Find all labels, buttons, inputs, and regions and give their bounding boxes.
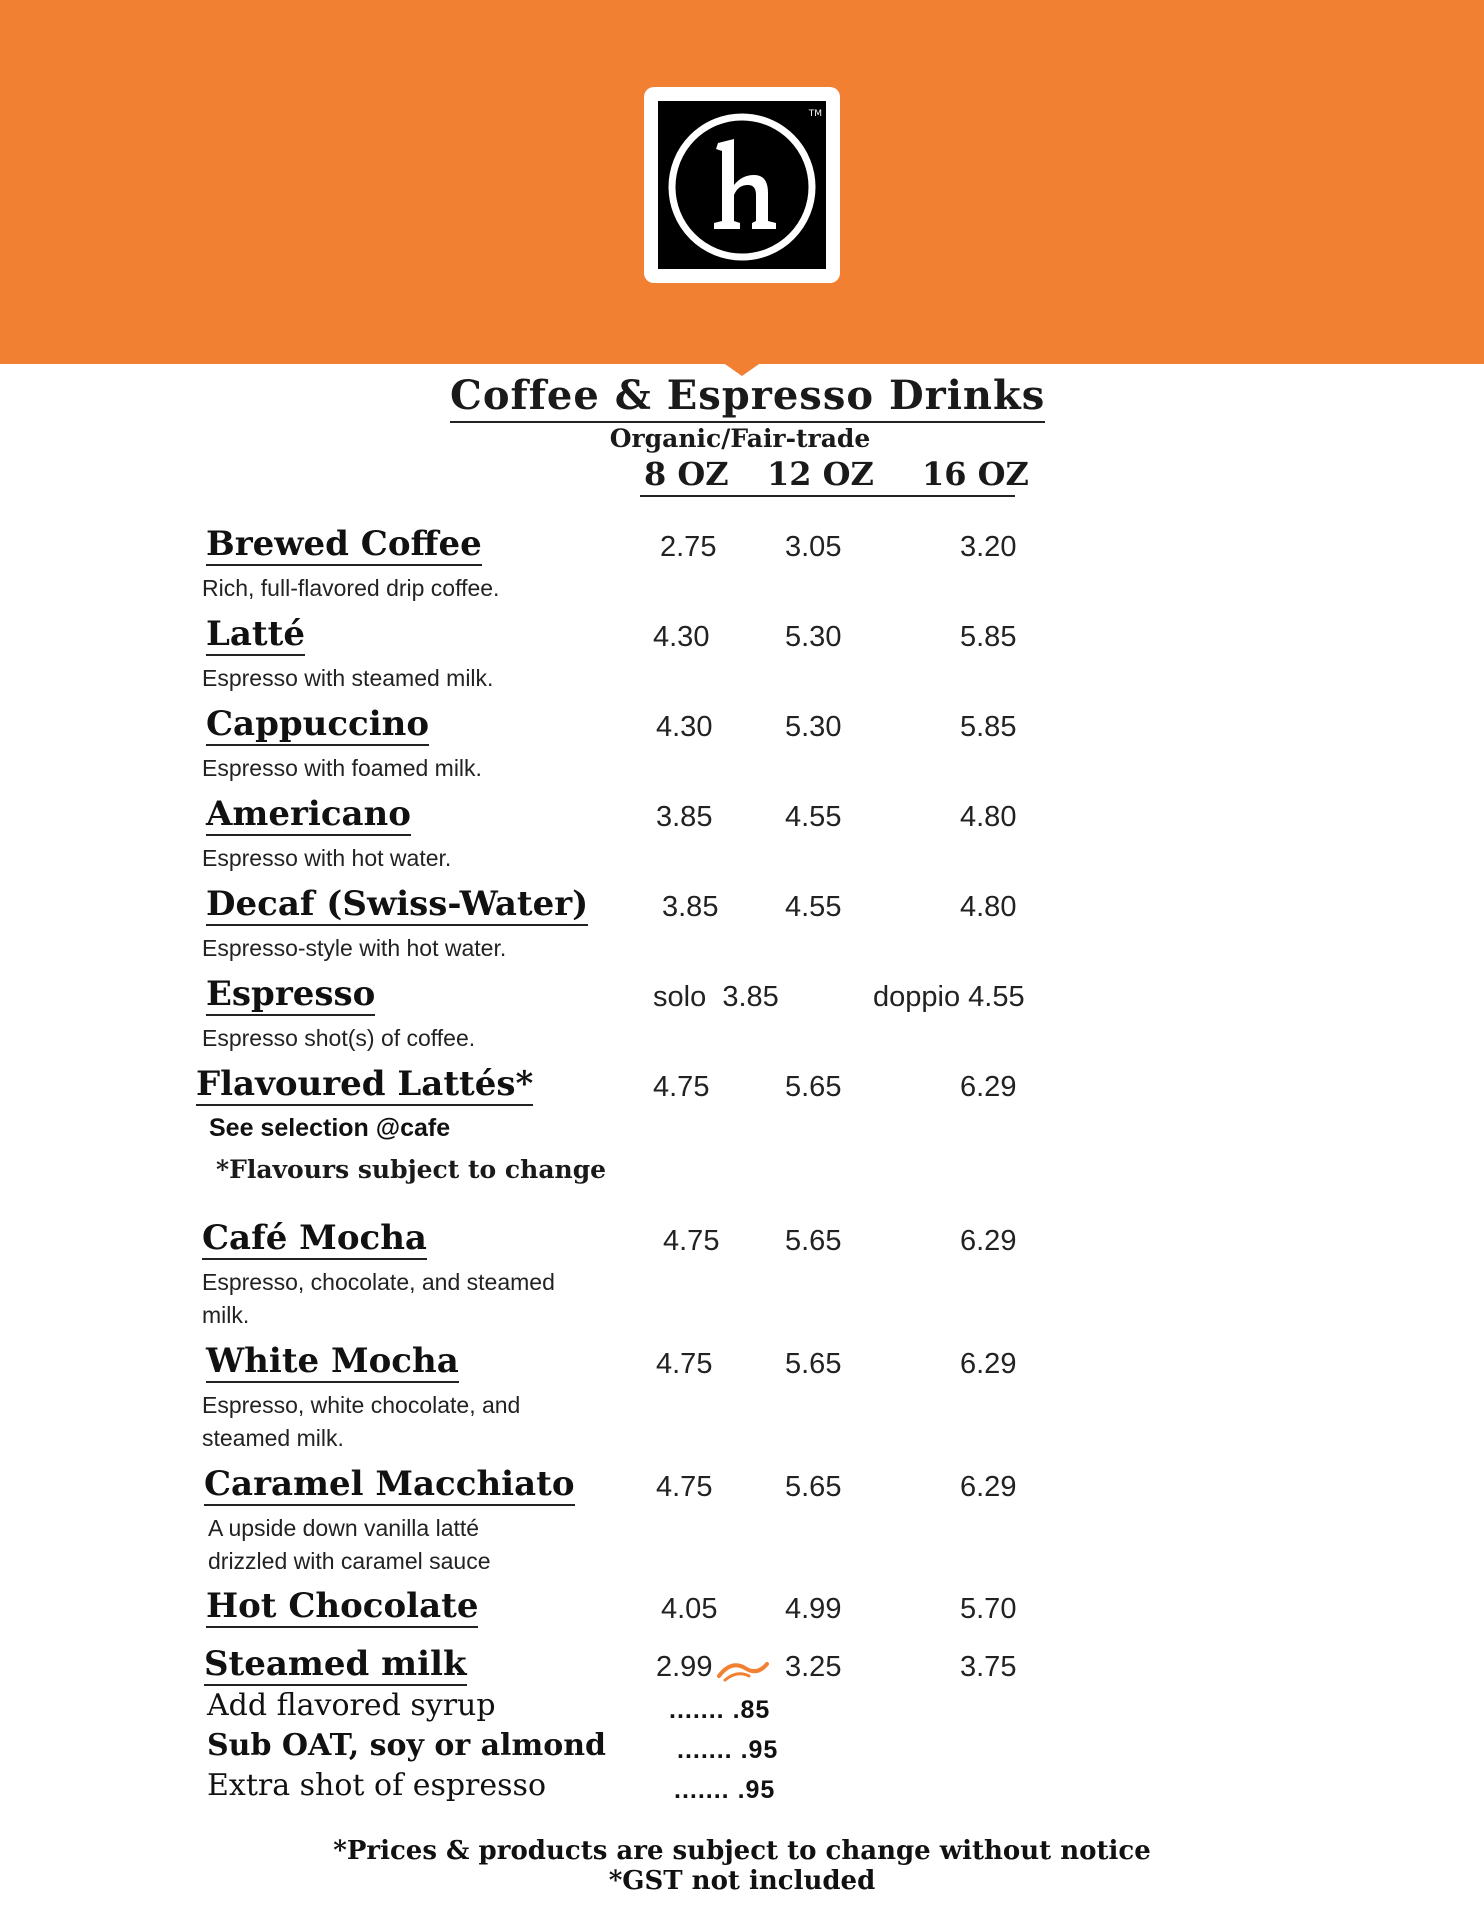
item-desc-line: drizzled with caramel sauce: [208, 1548, 491, 1574]
item-name-latte: Latté: [206, 614, 305, 654]
item-name-white-mocha: White Mocha: [206, 1341, 459, 1381]
item-desc-latte: Espresso with steamed milk.: [202, 665, 494, 691]
price-solo: solo 3.85: [653, 981, 779, 1013]
swirl-decoration-icon: [715, 1656, 771, 1684]
item-name-brewed-coffee: Brewed Coffee: [206, 524, 482, 564]
price-12oz: 4.55: [785, 801, 842, 833]
price-16oz: 6.29: [960, 1348, 1017, 1380]
item-desc-espresso: Espresso shot(s) of coffee.: [202, 1025, 476, 1051]
price-16oz: 5.85: [960, 621, 1017, 653]
addon-price: ....... .85: [669, 1696, 771, 1724]
item-name-caramel-macchiato: Caramel Macchiato: [204, 1464, 575, 1504]
price-12oz: 4.55: [785, 891, 842, 923]
price-12oz: 4.99: [785, 1593, 842, 1625]
price-8oz: 4.30: [656, 711, 713, 743]
footer-note-gst: *GST not included: [608, 1866, 876, 1896]
price-16oz: 4.80: [960, 891, 1017, 923]
item-desc-americano: Espresso with hot water.: [202, 845, 452, 871]
price-16oz: 6.29: [960, 1225, 1017, 1257]
item-name-americano: Americano: [206, 794, 411, 834]
price-16oz: 5.70: [960, 1593, 1017, 1625]
item-desc-line: Espresso, chocolate, and steamed: [202, 1269, 555, 1295]
item-note-selection: See selection @cafe: [209, 1114, 451, 1142]
price-16oz: 3.20: [960, 531, 1017, 563]
price-8oz: 3.85: [662, 891, 719, 923]
addon-label: Extra shot of espresso: [207, 1768, 547, 1803]
price-12oz: 5.65: [785, 1471, 842, 1503]
item-name-steamed-milk: Steamed milk: [204, 1644, 467, 1684]
price-8oz: 2.75: [660, 531, 717, 563]
logo-mark-svg: [658, 101, 826, 269]
price-8oz: 4.30: [653, 621, 710, 653]
item-desc-line: steamed milk.: [202, 1425, 344, 1451]
price-12oz: 5.65: [785, 1348, 842, 1380]
price-16oz: 5.85: [960, 711, 1017, 743]
item-name-flavoured-lattes: Flavoured Lattés*: [196, 1064, 534, 1104]
price-16oz: 3.75: [960, 1651, 1017, 1683]
price-8oz: 4.75: [656, 1471, 713, 1503]
price-16oz: 6.29: [960, 1071, 1017, 1103]
item-name-espresso: Espresso: [206, 974, 376, 1014]
addon-label: Sub OAT, soy or almond: [207, 1728, 606, 1763]
price-12oz: 5.30: [785, 711, 842, 743]
price-12oz: 5.30: [785, 621, 842, 653]
price-12oz: 3.25: [785, 1651, 842, 1683]
size-8oz: 8 OZ: [644, 455, 729, 493]
price-8oz: 3.85: [656, 801, 713, 833]
price-doppio: doppio 4.55: [873, 981, 1025, 1013]
addon-label: Add flavored syrup: [207, 1688, 496, 1723]
item-desc-line: milk.: [202, 1302, 250, 1328]
price-16oz: 4.80: [960, 801, 1017, 833]
h-circle-logo-icon: [658, 101, 826, 269]
item-name-cafe-mocha: Café Mocha: [202, 1218, 427, 1258]
footer-note-prices: *Prices & products are subject to change without notice: [333, 1836, 1151, 1866]
trademark-mark: TM: [808, 109, 822, 119]
item-name-decaf: Decaf (Swiss-Water): [206, 884, 589, 924]
item-name-cappuccino: Cappuccino: [206, 704, 430, 744]
item-desc-decaf: Espresso-style with hot water.: [202, 935, 507, 961]
size-16oz: 16 OZ: [922, 455, 1029, 493]
item-desc-brewed-coffee: Rich, full-flavored drip coffee.: [202, 575, 500, 601]
addon-price: ....... .95: [677, 1736, 779, 1764]
item-desc-line: A upside down vanilla latté: [208, 1515, 480, 1541]
size-12oz: 12 OZ: [767, 455, 874, 493]
price-8oz: 4.05: [661, 1593, 718, 1625]
price-16oz: 6.29: [960, 1471, 1017, 1503]
price-8oz: 4.75: [656, 1348, 713, 1380]
item-desc-line: Espresso, white chocolate, and: [202, 1392, 521, 1418]
item-desc-cappuccino: Espresso with foamed milk.: [202, 755, 482, 781]
size-header-row: [640, 455, 1029, 497]
price-12oz: 5.65: [785, 1225, 842, 1257]
price-8oz: 4.75: [653, 1071, 710, 1103]
price-12oz: 5.65: [785, 1071, 842, 1103]
addon-price: ....... .95: [674, 1776, 776, 1804]
logo-frame: [644, 87, 840, 283]
menu-title: Coffee & Espresso Drinks: [450, 372, 1026, 419]
price-12oz: 3.05: [785, 531, 842, 563]
price-8oz: 4.75: [663, 1225, 720, 1257]
item-note-flavours: *Flavours subject to change: [216, 1155, 607, 1184]
item-name-hot-chocolate: Hot Chocolate: [206, 1586, 479, 1626]
menu-subtitle: Organic/Fair-trade: [609, 424, 871, 453]
price-8oz: 2.99: [656, 1651, 713, 1683]
